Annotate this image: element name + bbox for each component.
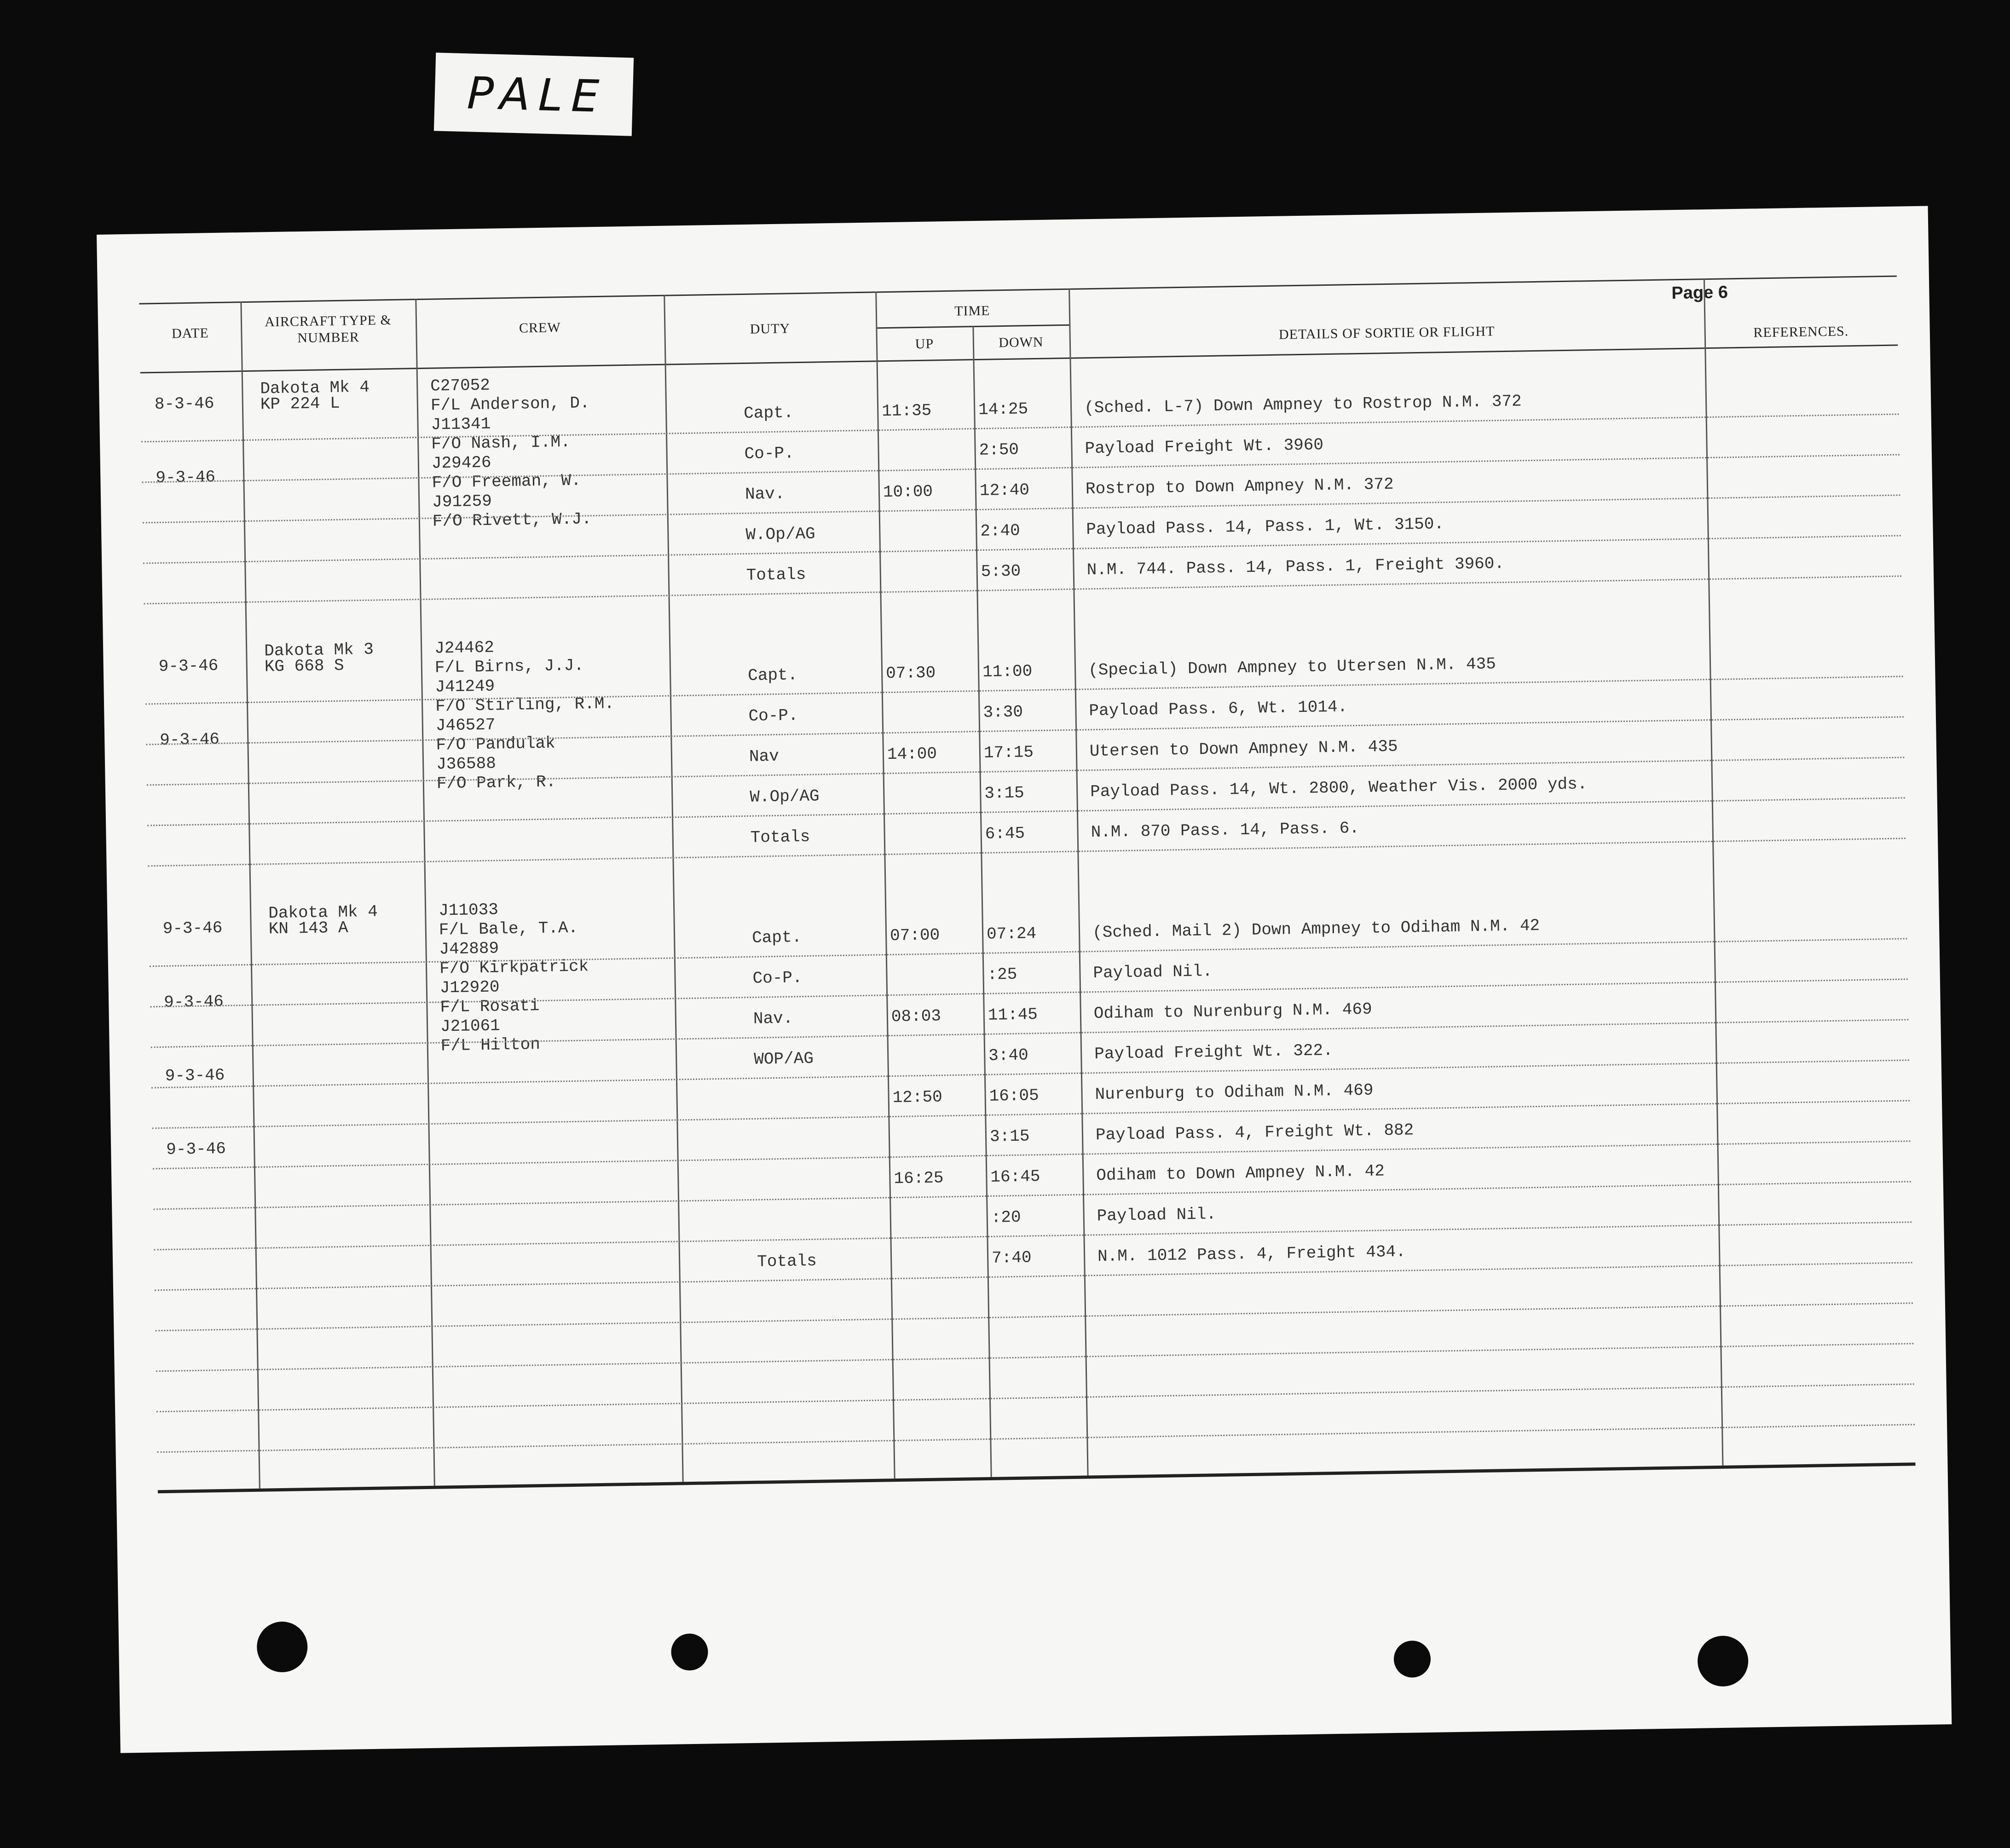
crew-text: J91259: [432, 491, 492, 512]
row-rule: [157, 1424, 1915, 1453]
header-top-rule: [139, 276, 1897, 305]
binder-hole: [1697, 1635, 1749, 1687]
crew-text: J42889: [439, 939, 499, 959]
crew-text: F/O Freeman, W.: [432, 471, 581, 492]
crew-text: F/O Rivett, W.J.: [432, 509, 592, 531]
date-text: 9-3-46: [158, 656, 219, 676]
row-rule: [150, 978, 1908, 1007]
duty-text: Co-P.: [752, 968, 803, 988]
duty-text: W.Op/AG: [750, 786, 820, 807]
crew-text: J12920: [439, 977, 500, 998]
header-crew: CREW: [519, 320, 561, 336]
duty-text: W.Op/AG: [745, 524, 815, 544]
label-card-text: PALE: [466, 67, 608, 123]
details-text: Payload Freight Wt. 3960: [1085, 435, 1324, 458]
aircraft-text: Dakota Mk 3: [264, 640, 374, 661]
crew-text: F/L Bale, T.A.: [439, 918, 578, 940]
time-down-text: :25: [987, 964, 1017, 984]
crew-text: F/O Kirkpatrick: [439, 957, 589, 978]
details-text: Payload Pass. 14, Wt. 2800, Weather Vis. 2000 yds.: [1090, 774, 1588, 802]
row-rule: [153, 1140, 1911, 1169]
time-down-text: 11:45: [988, 1005, 1038, 1025]
details-text: Payload Pass. 6, Wt. 1014.: [1089, 697, 1348, 721]
date-text: 9-3-46: [163, 992, 224, 1012]
binder-hole: [256, 1621, 308, 1673]
time-down-text: 17:15: [983, 743, 1034, 762]
header-references: REFERENCES.: [1753, 323, 1849, 341]
time-down-text: 12:40: [979, 480, 1030, 500]
time-up-text: 16:25: [894, 1168, 944, 1189]
crew-text: J11341: [431, 414, 491, 434]
details-text: Nurenburg to Odiham N.M. 469: [1095, 1080, 1374, 1104]
row-rule: [156, 1383, 1914, 1412]
crew-text: J46527: [435, 715, 496, 735]
row-rule: [142, 454, 1900, 483]
time-down-text: 2:50: [979, 440, 1019, 460]
row-rule: [155, 1262, 1912, 1291]
crew-text: F/O Pandulak: [436, 733, 556, 755]
time-down-text: 3:15: [984, 783, 1025, 803]
header-time: TIME: [954, 303, 990, 319]
time-down-text: 5:30: [981, 561, 1021, 581]
details-text: Payload Pass. 14, Pass. 1, Wt. 3150.: [1086, 514, 1444, 539]
time-down-text: 16:45: [990, 1167, 1040, 1187]
time-down-text: 3:30: [983, 702, 1023, 722]
crew-text: F/L Birns, J.J.: [434, 656, 584, 677]
details-text: (Sched. L-7) Down Ampney to Rostrop N.M. 372: [1084, 392, 1522, 418]
row-rule: [155, 1302, 1913, 1331]
time-down-text: 3:40: [988, 1045, 1028, 1065]
time-down-text: 6:45: [985, 824, 1025, 843]
duty-text: Totals: [746, 565, 806, 585]
table-bottom-rule: [158, 1462, 1916, 1493]
crew-text: F/L Anderson, D.: [430, 393, 590, 415]
details-text: Payload Pass. 4, Freight Wt. 882: [1095, 1120, 1414, 1145]
crew-text: J41249: [435, 676, 495, 697]
duty-text: Nav: [749, 746, 780, 766]
pale-label-card: [434, 52, 634, 136]
details-text: Odiham to Nurenburg N.M. 469: [1093, 999, 1373, 1023]
crew-text: F/L Hilton: [440, 1035, 541, 1056]
crew-text: F/O Park, R.: [436, 772, 556, 793]
time-up-text: 11:35: [881, 401, 932, 421]
date-text: 9-3-46: [166, 1139, 226, 1159]
time-up-text: 14:00: [887, 744, 937, 764]
date-text: 9-3-46: [155, 468, 216, 488]
header-duty: DUTY: [750, 321, 791, 337]
crew-text: F/O Nash, I.M.: [431, 432, 571, 454]
time-down-text: 3:15: [989, 1126, 1030, 1146]
crew-text: C27052: [430, 375, 491, 396]
time-down-text: 07:24: [986, 924, 1037, 944]
row-rule: [146, 716, 1904, 745]
details-text: N.M. 744. Pass. 14, Pass. 1, Freight 3960.: [1086, 554, 1505, 580]
time-down-text: 14:25: [978, 399, 1028, 419]
aircraft-text: Dakota Mk 4: [260, 377, 370, 398]
duty-text: Nav.: [745, 484, 785, 504]
details-text: Payload Nil.: [1093, 962, 1213, 983]
crew-text: F/L Rosati: [440, 996, 540, 1017]
row-rule: [143, 535, 1901, 564]
duty-text: Capt.: [747, 665, 798, 685]
row-rule: [156, 1343, 1914, 1372]
row-rule: [154, 1221, 1912, 1250]
time-down-text: :20: [991, 1207, 1021, 1227]
page-number: Page 6: [1671, 283, 1728, 303]
details-text: (Sched. Mail 2) Down Ampney to Odiham N.M. 42: [1092, 916, 1540, 942]
details-text: N.M. 1012 Pass. 4, Freight 434.: [1097, 1242, 1406, 1266]
details-text: Rostrop to Down Ampney N.M. 372: [1085, 474, 1394, 499]
header-down: DOWN: [999, 334, 1044, 351]
date-text: 9-3-46: [165, 1065, 225, 1086]
duty-text: Capt.: [743, 403, 794, 423]
header-date: DATE: [171, 325, 209, 341]
details-text: Payload Nil.: [1097, 1205, 1217, 1226]
date-text: 8-3-46: [154, 394, 214, 414]
crew-text: J11033: [438, 900, 499, 920]
binder-hole: [671, 1634, 708, 1671]
aircraft-text: KN 143 A: [268, 918, 348, 939]
header-up: UP: [915, 336, 934, 352]
binder-hole: [1393, 1640, 1431, 1678]
row-rule: [148, 837, 1906, 866]
duty-text: WOP/AG: [754, 1049, 814, 1069]
aircraft-text: KP 224 L: [260, 393, 340, 414]
row-rule: [151, 1059, 1909, 1088]
crew-text: J24462: [434, 638, 495, 658]
details-text: Odiham to Down Ampney N.M. 42: [1096, 1161, 1385, 1185]
time-up-text: 07:30: [885, 663, 936, 683]
date-text: 9-3-46: [162, 918, 223, 938]
time-down-text: 7:40: [991, 1248, 1032, 1268]
crew-text: J21061: [440, 1016, 501, 1036]
header-aircraft: AIRCRAFT TYPE & NUMBER: [264, 312, 392, 346]
time-down-text: 16:05: [989, 1086, 1039, 1106]
details-text: Payload Freight Wt. 322.: [1094, 1041, 1333, 1064]
log-sheet: [97, 206, 1952, 1753]
aircraft-text: KG 668 S: [264, 656, 344, 676]
duty-text: Totals: [750, 827, 810, 847]
aircraft-text: Dakota Mk 4: [268, 902, 378, 923]
crew-text: J29426: [431, 453, 491, 473]
date-text: 9-3-46: [159, 729, 220, 750]
time-up-text: 10:00: [883, 482, 933, 502]
duty-text: Totals: [757, 1251, 817, 1271]
duty-text: Co-P.: [748, 706, 798, 726]
details-text: Utersen to Down Ampney N.M. 435: [1089, 737, 1398, 761]
details-text: N.M. 870 Pass. 14, Pass. 6.: [1091, 819, 1360, 842]
crew-text: J36588: [436, 754, 497, 774]
header-details: DETAILS OF SORTIE OR FLIGHT: [1278, 323, 1495, 342]
time-up-text: 08:03: [891, 1006, 941, 1027]
duty-text: Co-P.: [744, 444, 794, 463]
duty-text: Nav.: [753, 1009, 793, 1028]
crew-text: F/O Stirling, R.M.: [435, 694, 615, 716]
details-text: (Special) Down Ampney to Utersen N.M. 435: [1088, 654, 1496, 680]
time-up-text: 12:50: [892, 1087, 943, 1108]
row-rule: [144, 575, 1902, 604]
time-up-text: 07:00: [889, 925, 940, 946]
row-rule: [147, 797, 1905, 826]
duty-text: Capt.: [751, 928, 802, 947]
time-down-text: 11:00: [982, 662, 1033, 681]
time-down-text: 2:40: [980, 521, 1021, 541]
